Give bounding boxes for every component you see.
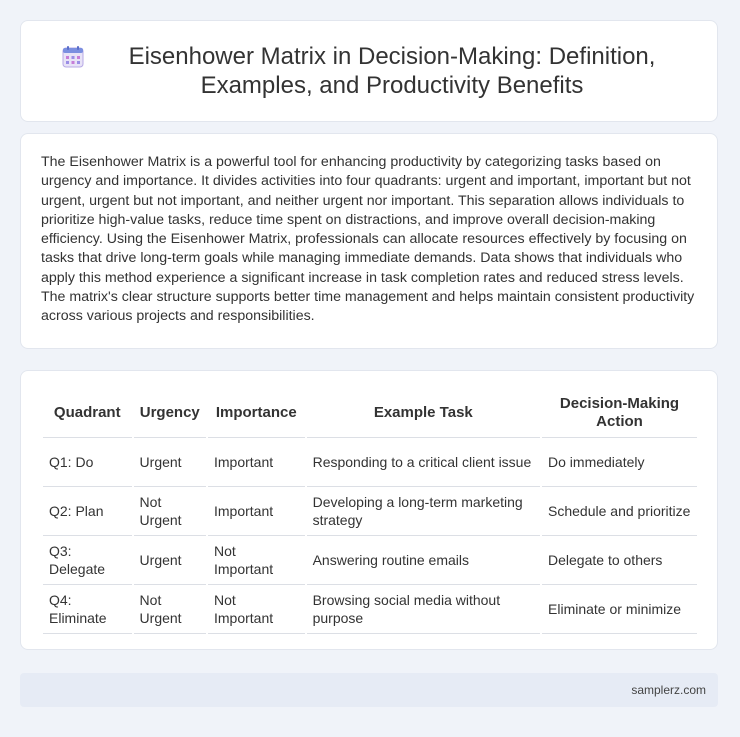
cell-example-task: Responding to a critical client issue (307, 438, 540, 487)
table-header-row (43, 389, 697, 438)
table-row (43, 438, 697, 487)
cell-importance: Important (208, 438, 305, 487)
header-importance: Importance (208, 389, 305, 438)
header-urgency: Urgency (134, 389, 206, 438)
title-card (20, 20, 718, 122)
table-row (43, 536, 697, 585)
cell-urgency: Not Urgent (134, 487, 206, 536)
cell-quadrant: Q2: Plan (43, 487, 132, 536)
page-title: Eisenhower Matrix in Decision-Making: Definition, Examples, and Productivity Benefits (128, 43, 656, 99)
cell-quadrant: Q4: Eliminate (43, 585, 132, 634)
header-example-task: Example Task (307, 389, 540, 438)
table-row (43, 585, 697, 634)
table-card (20, 370, 718, 650)
cell-action: Delegate to others (542, 536, 697, 585)
eisenhower-table (41, 389, 699, 634)
cell-example-task: Browsing social media without purpose (307, 585, 540, 634)
title-row (21, 21, 717, 121)
footer-bar (20, 673, 718, 707)
cell-urgency: Urgent (134, 536, 206, 585)
cell-quadrant: Q3: Delegate (43, 536, 132, 585)
intro-paragraph: The Eisenhower Matrix is a powerful tool for enhancing productivity by categorizing tasks based on urgency and importance. It divides activities into four quadrants: urgent and important, important but not urgent, urgent but not important, and neither urgent nor important. This separation allows individuals to prioritize high-value tasks, reduce time spent on distractions, and improve overall decision-making efficiency. Using the Eisenhower Matrix, professionals can allocate resources effectively by focusing on tasks that drive long-term goals while managing immediate demands. Data shows that individuals who apply this method experience a significant increase in task completion rates and reduced stress levels. The matrix's clear structure supports better time management and helps maintain consistent productivity across various projects and responsibilities. (41, 154, 695, 325)
footer-source[interactable]: samplerz.com (631, 683, 706, 697)
header-quadrant: Quadrant (43, 389, 132, 438)
intro-card (20, 133, 718, 349)
header-decision-action: Decision-Making Action (542, 389, 697, 438)
cell-action: Do immediately (542, 438, 697, 487)
calendar-icon (61, 45, 85, 69)
cell-quadrant: Q1: Do (43, 438, 132, 487)
cell-action: Eliminate or minimize (542, 585, 697, 634)
cell-example-task: Answering routine emails (307, 536, 540, 585)
cell-urgency: Not Urgent (134, 585, 206, 634)
table-row (43, 487, 697, 536)
cell-importance: Important (208, 487, 305, 536)
cell-action: Schedule and prioritize (542, 487, 697, 536)
cell-urgency: Urgent (134, 438, 206, 487)
cell-importance: Not Important (208, 585, 305, 634)
cell-example-task: Developing a long-term marketing strategy (307, 487, 540, 536)
cell-importance: Not Important (208, 536, 305, 585)
